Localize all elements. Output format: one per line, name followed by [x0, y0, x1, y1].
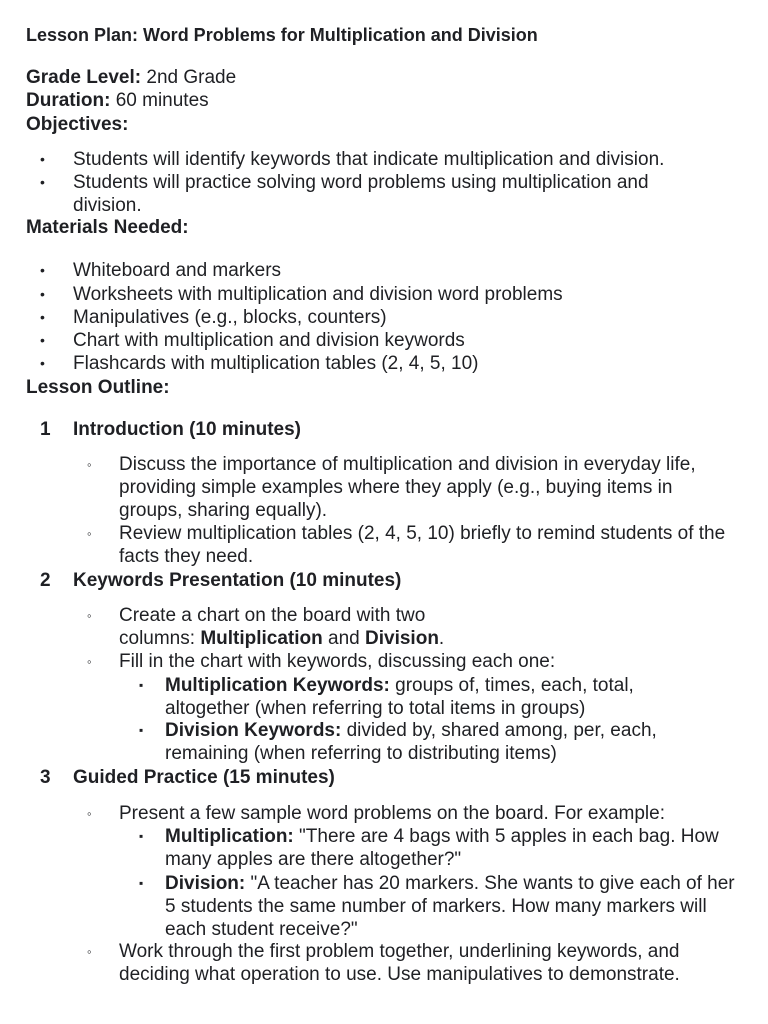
material-item: • Manipulatives (e.g., blocks, counters) — [40, 307, 387, 328]
material-item: • Chart with multiplication and division keywords — [40, 330, 465, 351]
bullet-icon: • — [40, 262, 45, 278]
grade-label: Grade Level: — [26, 67, 142, 88]
bullet-icon: • — [40, 309, 45, 325]
duration — [26, 89, 209, 112]
duration-value: 60 minutes — [110, 90, 209, 111]
material-item: • Whiteboard and markers — [40, 260, 282, 281]
grade-level — [26, 66, 236, 89]
division-keywords: ▪ Division Keywords: divided by, shared among, per, each, remaining (when referring to distributing items) — [139, 720, 657, 764]
section-number: 2 — [40, 570, 51, 591]
circle-bullet-icon: ◦ — [87, 526, 92, 541]
circle-bullet-icon: ◦ — [87, 654, 92, 669]
column-division: Division — [365, 628, 439, 649]
square-bullet-icon: ▪ — [139, 876, 144, 890]
outline-heading: Lesson Outline: — [26, 377, 170, 398]
circle-bullet-icon: ◦ — [87, 806, 92, 821]
square-bullet-icon: ▪ — [139, 723, 144, 737]
circle-bullet-icon: ◦ — [87, 457, 92, 472]
material-item: • Flashcards with multiplication tables (2, 4, 5, 10) — [40, 353, 479, 374]
bullet-icon: • — [40, 151, 45, 167]
keywords-item: ◦ Fill in the chart with keywords, discussing each one: — [87, 651, 556, 672]
section-number: 3 — [40, 767, 51, 788]
document-title: Lesson Plan: Word Problems for Multiplication and Division — [26, 25, 538, 45]
division-example: ▪ Division: "A teacher has 20 markers. She wants to give each of her 5 students the same number of markers. How many markers will each student receive?" — [139, 873, 735, 940]
section-introduction — [40, 418, 301, 441]
intro-item: ◦ Discuss the importance of multiplication and division in everyday life, providing simple examples where they apply (e.g., buying items in groups, sharing equally). — [87, 454, 696, 521]
section-number: 1 — [40, 419, 51, 440]
guided-item: ◦ Present a few sample word problems on the board. For example: — [87, 803, 665, 824]
intro-item: ◦ Review multiplication tables (2, 4, 5, 10) briefly to remind students of the facts they need. — [87, 523, 726, 567]
multiplication-example: ▪ Multiplication: "There are 4 bags with 5 apples in each bag. How many apples are there altogether?" — [139, 826, 719, 870]
objective-item: • Students will practice solving word problems using multiplication and division. — [40, 172, 649, 216]
objective-item: • Students will identify keywords that indicate multiplication and division. — [40, 149, 665, 170]
multiplication-keywords: ▪ Multiplication Keywords: groups of, times, each, total, altogether (when referring to total items in groups) — [139, 675, 634, 719]
circle-bullet-icon: ◦ — [87, 608, 92, 623]
circle-bullet-icon: ◦ — [87, 944, 92, 959]
keywords-item: ◦ Create a chart on the board with two columns: Multiplication and Division. — [87, 605, 445, 649]
square-bullet-icon: ▪ — [139, 829, 144, 843]
bullet-icon: • — [40, 332, 45, 348]
section-keywords — [40, 569, 401, 592]
column-multiplication: Multiplication — [200, 628, 323, 649]
bullet-icon: • — [40, 286, 45, 302]
materials-heading: Materials Needed: — [26, 217, 189, 238]
square-bullet-icon: ▪ — [139, 678, 144, 692]
section-title: Keywords Presentation (10 minutes) — [73, 570, 402, 591]
grade-value: 2nd Grade — [141, 67, 237, 88]
duration-label: Duration: — [26, 90, 111, 111]
section-guided-practice — [40, 766, 335, 789]
bullet-icon: • — [40, 355, 45, 371]
section-title: Guided Practice (15 minutes) — [73, 767, 335, 788]
section-title: Introduction (10 minutes) — [73, 419, 301, 440]
guided-item: ◦ Work through the first problem together, underlining keywords, and deciding what operation to use. Use manipulatives to demonstrate. — [87, 941, 680, 985]
material-item: • Worksheets with multiplication and division word problems — [40, 284, 563, 305]
objectives-heading: Objectives: — [26, 114, 129, 135]
bullet-icon: • — [40, 174, 45, 190]
